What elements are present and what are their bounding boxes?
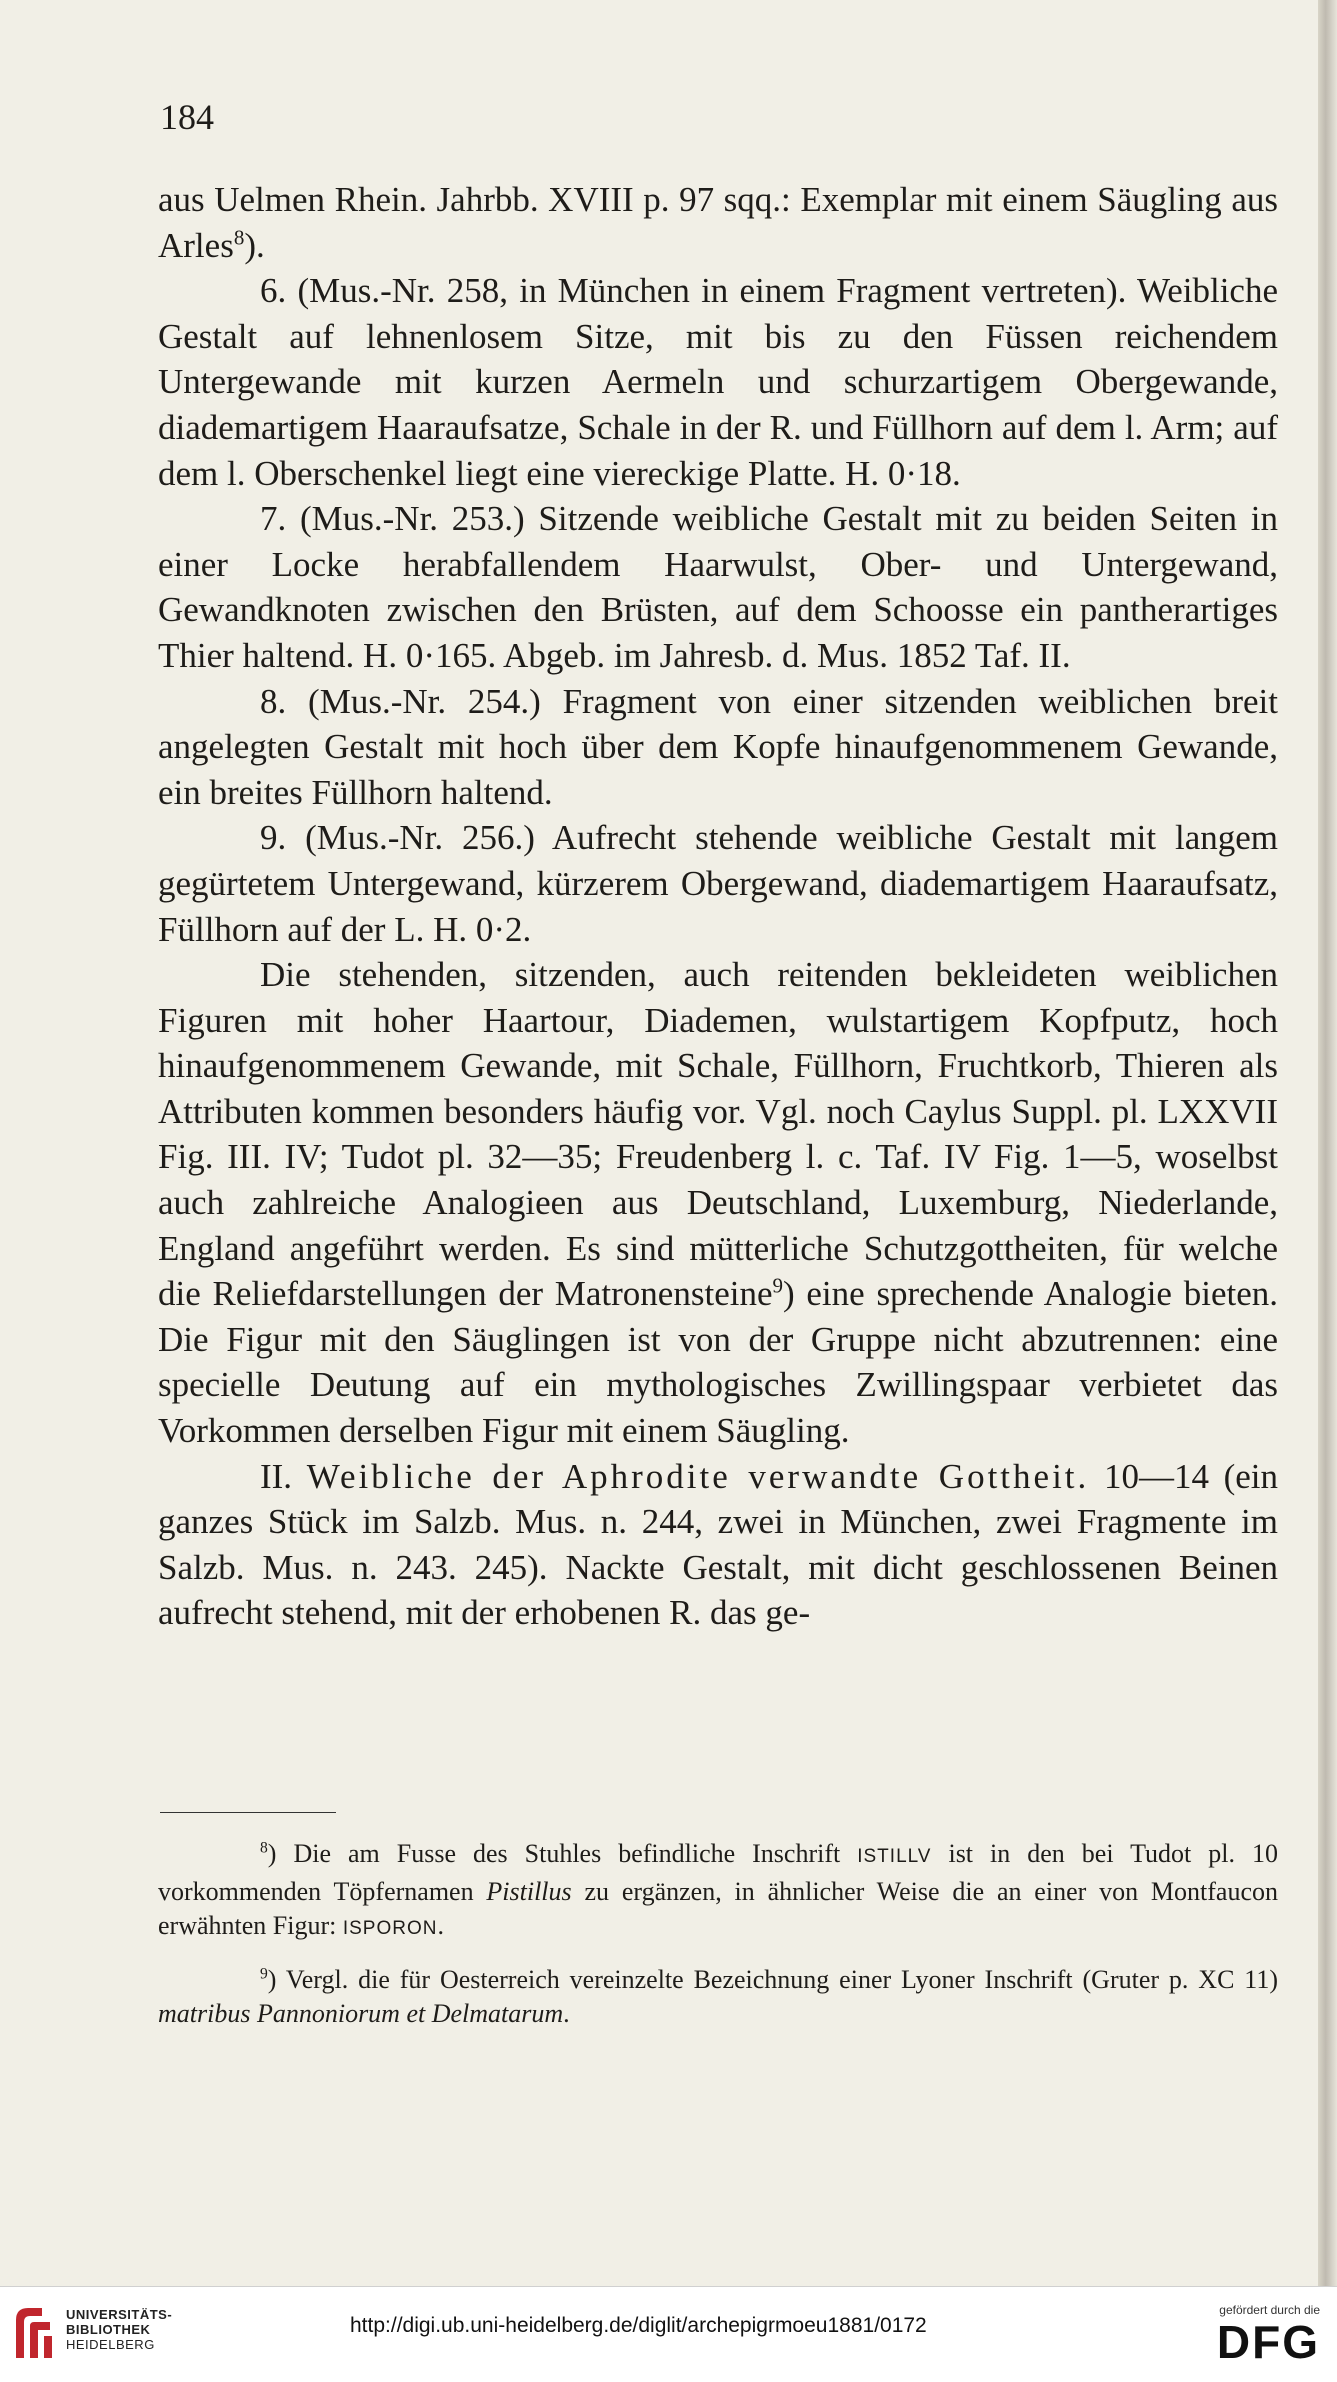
footnote-8 <box>158 1837 1278 1947</box>
text-run: ist in den bei Tudot pl. 10 vorkommenden Töpfernamen <box>158 1839 1278 1906</box>
paragraph-item-7 <box>158 496 1278 678</box>
footnote-divider <box>160 1812 336 1813</box>
text-run: 8. (Mus.-Nr. 254.) Fragment von einer sitzenden weiblichen breit angelegten Gestalt mit hoch über dem Kopfe hinaufgenommenem Gewande, ein breites Füllhorn haltend. <box>158 681 1278 812</box>
text-run: matribus Pannoniorum et Delmatarum <box>158 1999 564 2028</box>
library-name <box>66 2307 172 2352</box>
library-logo-icon <box>12 2302 56 2362</box>
text-run: . <box>563 1999 570 2028</box>
text-run: II. <box>260 1456 307 1496</box>
text-run: 10—14 (ein ganzes Stück im Salzb. Mus. n. 244, zwei in München, zwei Fragmente im Salzb. Mus. n. 243. 245). Nackte Gestalt, mit dicht geschlossenen Beinen aufrecht stehend, mit der erhobenen R. das ge- <box>158 1456 1279 1633</box>
text-run: 9. (Mus.-Nr. 256.) Aufrecht stehende weibliche Gestalt mit langem gegürtetem Untergewand, kürzerem Obergewand, diademartigem Haaraufsatz, Füllhorn auf der L. H. 0·2. <box>158 818 1278 949</box>
library-name-line-3: HEIDELBERG <box>66 2337 155 2352</box>
funder-caption: gefördert durch die <box>1219 2303 1320 2317</box>
text-run: ) eine sprechende Analogie bieten. Die Figur mit den Säuglingen ist von der Gruppe nicht abzutrennen: eine specielle Deutung auf ein mythologisches Zwillingspaar verbietet das Vorkommen derselben Figur mit einem Säugling. <box>158 1274 1278 1451</box>
paragraph-item-8 <box>158 679 1278 816</box>
footnotes <box>158 1837 1278 2048</box>
main-text <box>158 177 1278 1636</box>
paragraph-continuation <box>158 177 1278 268</box>
text-run: ). <box>244 225 265 265</box>
text-run: . <box>437 1911 444 1940</box>
funder-logo[interactable] <box>1190 2303 1320 2373</box>
footnote-marker: 9 <box>772 1273 783 1298</box>
library-name-line-1: UNIVERSITÄTS- <box>66 2307 173 2322</box>
text-run: aus Uelmen Rhein. Jahrbb. XVIII p. 97 sqq.: Exemplar mit einem Säugling aus Arles <box>158 180 1278 265</box>
page-number: 184 <box>160 97 214 137</box>
dfg-logo-icon: DFG <box>1216 2316 1320 2368</box>
paragraph-item-6 <box>158 268 1278 496</box>
page-edge-shadow <box>1318 0 1337 2286</box>
text-run: 6. (Mus.-Nr. 258, in München in einem Fragment vertreten). Weibliche Gestalt auf lehnenlosem Sitze, mit bis zu den Füssen reichendem Untergewande mit kurzen Aermeln und schurzartigem Obergewande, diademartigem Haaraufsatze, Schale in der R. und Füllhorn auf dem l. Arm; auf dem l. Oberschenkel liegt eine viereckige Platte. H. 0·18. <box>158 271 1278 493</box>
text-run: Weibliche der Aphrodite verwandte Gottheit. <box>306 1456 1090 1496</box>
paragraph-discussion <box>158 952 1278 1454</box>
paragraph-item-9 <box>158 815 1278 952</box>
text-run: zu ergänzen, in ähnlicher Weise die an einer von Montfaucon erwähnten Figur: <box>158 1876 1278 1940</box>
library-logo[interactable] <box>12 2302 232 2362</box>
text-run: Pistillus <box>486 1876 572 1906</box>
text-run: ISTILLV <box>857 1846 932 1867</box>
text-run: Die stehenden, sitzenden, auch reitenden bekleideten weiblichen Figuren mit hoher Haartour, Diademen, wulstartigem Kopfputz, hoch hinaufgenommenem Gewande, mit Schale, Füllhorn, Fruchtkorb, Thieren als Attributen kommen besonders häufig vor. Vgl. noch Caylus Suppl. pl. LXXVII Fig. III. IV; Tudot pl. 32—35; Freudenberg l. c. Taf. IV Fig. 1—5, woselbst auch zahlreiche Analogieen aus Deutschland, Luxemburg, Niederlande, England angeführt werden. Es sind mütterliche Schutzgottheiten, für welche die Reliefdarstellungen der Matronensteine <box>158 955 1278 1314</box>
footnote-marker: 8 <box>233 224 245 249</box>
footnote-marker: 9 <box>260 1964 268 1982</box>
footnote-9 <box>158 1963 1278 2032</box>
permalink-url[interactable]: http://digi.ub.uni-heidelberg.de/diglit/archepigrmoeu1881/0172 <box>350 2314 927 2337</box>
footnote-marker: 8 <box>260 1839 268 1857</box>
text-run: ) Die am Fusse des Stuhles befindliche Inschrift <box>267 1839 858 1868</box>
library-name-line-2: BIBLIOTHEK <box>66 2322 151 2337</box>
text-run: ISPORON <box>342 1918 438 1939</box>
paragraph-section-ii <box>158 1454 1278 1636</box>
text-run: 7. (Mus.-Nr. 253.) Sitzende weibliche Gestalt mit zu beiden Seiten in einer Locke herabfallendem Haarwulst, Ober- und Untergewand, Gewandknoten zwischen den Brüsten, auf dem Schoosse ein pantherartiges Thier haltend. H. 0·165. Abgeb. im Jahresb. d. Mus. 1852 Taf. II. <box>158 499 1278 675</box>
text-run: ) Vergl. die für Oesterreich vereinzelte Bezeichnung einer Lyoner Inschrift (Gruter p. XC 11) <box>267 1964 1278 1994</box>
